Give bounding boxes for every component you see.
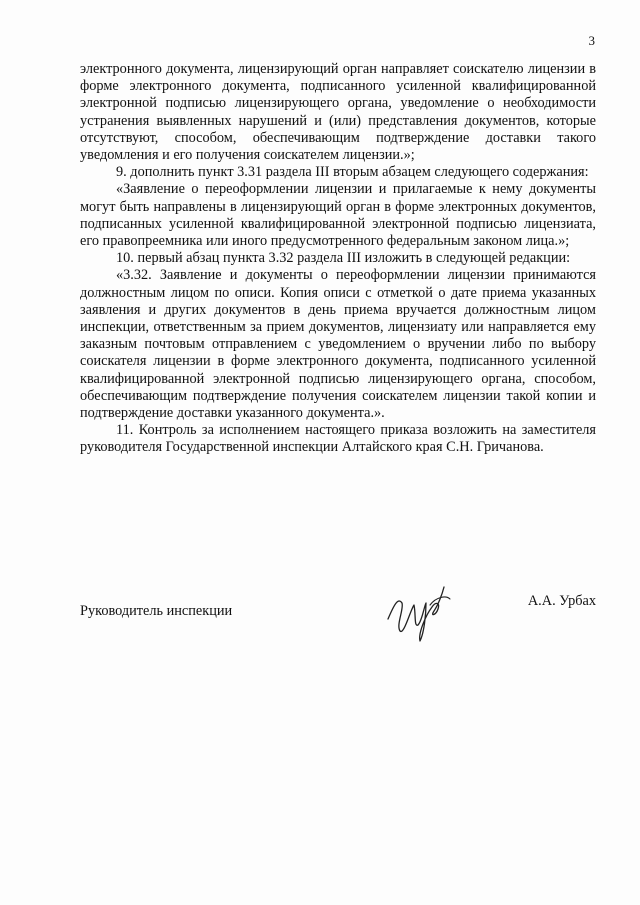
paragraph-item-9: 9. дополнить пункт 3.31 раздела III вторым абзацем следующего содержания: bbox=[116, 164, 589, 181]
signatory-name: А.А. Урбах bbox=[527, 593, 596, 609]
document-body bbox=[80, 61, 596, 457]
paragraph-item-11: 11. Контроль за исполнением настоящего приказа возложить на заместителя руководителя Государственной инспекции Алтайского края С.Н. Гричанова. bbox=[80, 422, 596, 456]
handwritten-signature bbox=[380, 575, 460, 645]
signatory-title: Руководитель инспекции bbox=[80, 603, 233, 619]
paragraph-item-10: 10. первый абзац пункта 3.32 раздела III изложить в следующей редакции: bbox=[116, 250, 571, 267]
paragraph-quote-3-31: «Заявление о переоформлении лицензии и прилагаемые к нему документы могут быть направлены в лицензирующий орган в форме электронных документов, подписанных усиленной квалифицированной электронной подписью лицензиата, его правопреемника или иного предусмотренного федеральным законом лица.»; bbox=[80, 181, 596, 250]
paragraph-continuation: электронного документа, лицензирующий орган направляет соискателю лицензии в форме электронного документа, подписанного усиленной квалифицированной электронной подписью лицензирующего органа, уведомление о необходимости устранения выявленных нарушений и (или) представления документов, которые отсутствуют, способом, обеспечивающим подтверждение доставки такого уведомления и его получения соискателем лицензии.»; bbox=[80, 61, 596, 164]
signature-block bbox=[80, 593, 596, 653]
paragraph-quote-3-32: «3.32. Заявление и документы о переоформлении лицензии принимаются должностным лицом по описи. Копия описи с отметкой о дате приема указанных заявления и других документов в день приема вручается должностным лицом инспекции, ответственным за прием документов, лицензиату или направляется ему заказным почтовым отправлением с уведомлением о вручении либо по выбору соискателя лицензии в форме электронного документа, подписанного усиленной квалифицированной электронной подписью лицензирующего органа, способом, обеспечивающим подтверждение получения соискателем лицензии такой копии и подтверждение доставки указанного документа.». bbox=[80, 267, 596, 422]
page-number: 3 bbox=[588, 33, 595, 48]
